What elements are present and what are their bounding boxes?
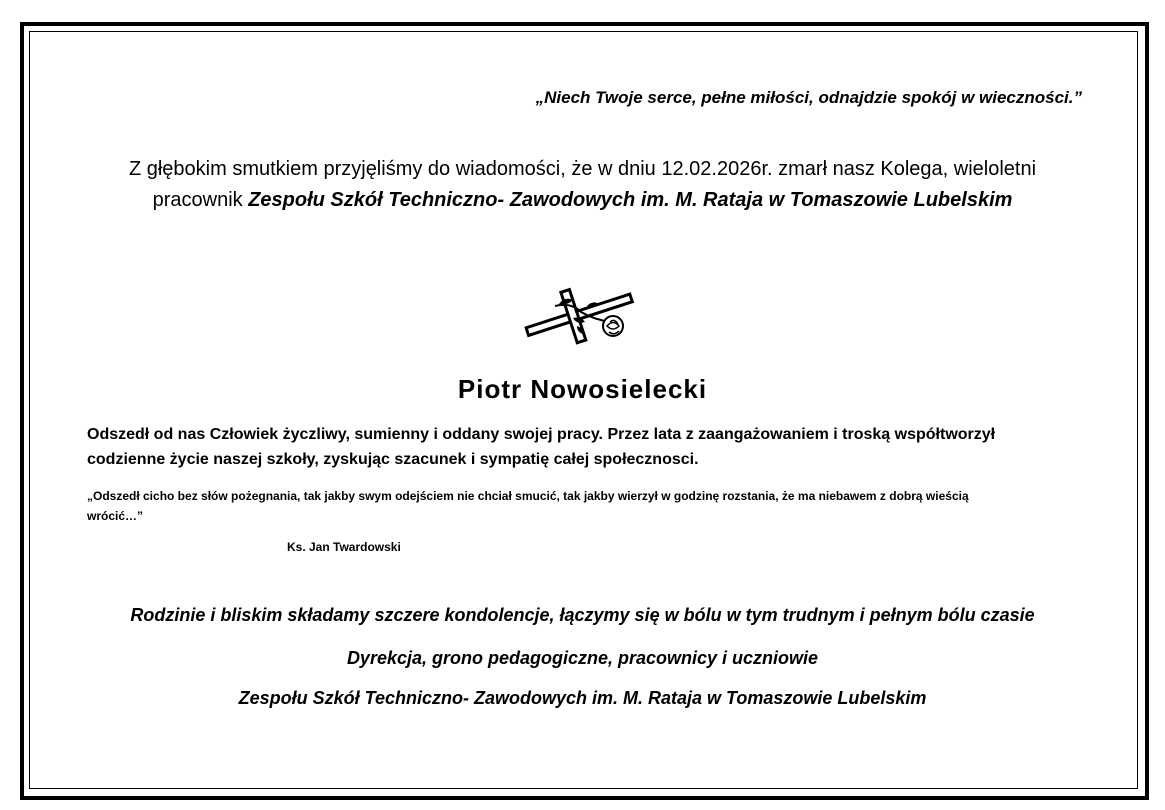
tribute-line-2: codzienne życie naszej szkoły, zyskując szacunek i sympatię całej społecznosci. <box>87 451 699 468</box>
inner-border <box>29 31 1138 789</box>
announcement-line-1: Z głębokim smutkiem przyjęliśmy do wiadomości, że w dniu 12.02.2026r. zmarł nasz Kolega, wieloletni <box>128 158 1037 180</box>
school-name: Zespołu Szkół Techniczno- Zawodowych im. M. Rataja w Tomaszowie Lubelskim <box>248 189 1013 211</box>
condolences-line: Rodzinie i bliskim składamy szczere kondolencje, łączymy się w bólu w tym trudnym i pełnym bólu czasie <box>130 605 1035 625</box>
cross-with-rose-icon <box>515 282 645 346</box>
poem-quote-line-1: „Odszedł cicho bez słów pożegnania, tak jakby swym odejściem nie chciał smucić, tak jakby wierzył w godzinę rozstania, że ma niebawem z dobrą wieścią <box>87 489 969 503</box>
deceased-name: Piotr Nowosielecki <box>457 374 708 404</box>
motto-quote: „Niech Twoje serce, pełne miłości, odnajdzie spokój w wieczności.” <box>535 88 1082 107</box>
announcement-prefix: pracownik <box>152 189 249 211</box>
poem-quote-line-2: wrócić…” <box>87 509 144 523</box>
quote-author: Ks. Jan Twardowski <box>287 540 401 554</box>
tribute-line-1: Odszedł od nas Człowiek życzliwy, sumienny i oddany swojej pracy. Przez lata z zaangażowaniem i troską współtworzył <box>87 426 996 443</box>
announcement-line-2 <box>0 189 1165 212</box>
signature-line-1: Dyrekcja, grono pedagogiczne, pracownicy i uczniowie <box>346 648 819 668</box>
signature-line-2: Zespołu Szkół Techniczno- Zawodowych im. M. Rataja w Tomaszowie Lubelskim <box>238 688 927 708</box>
